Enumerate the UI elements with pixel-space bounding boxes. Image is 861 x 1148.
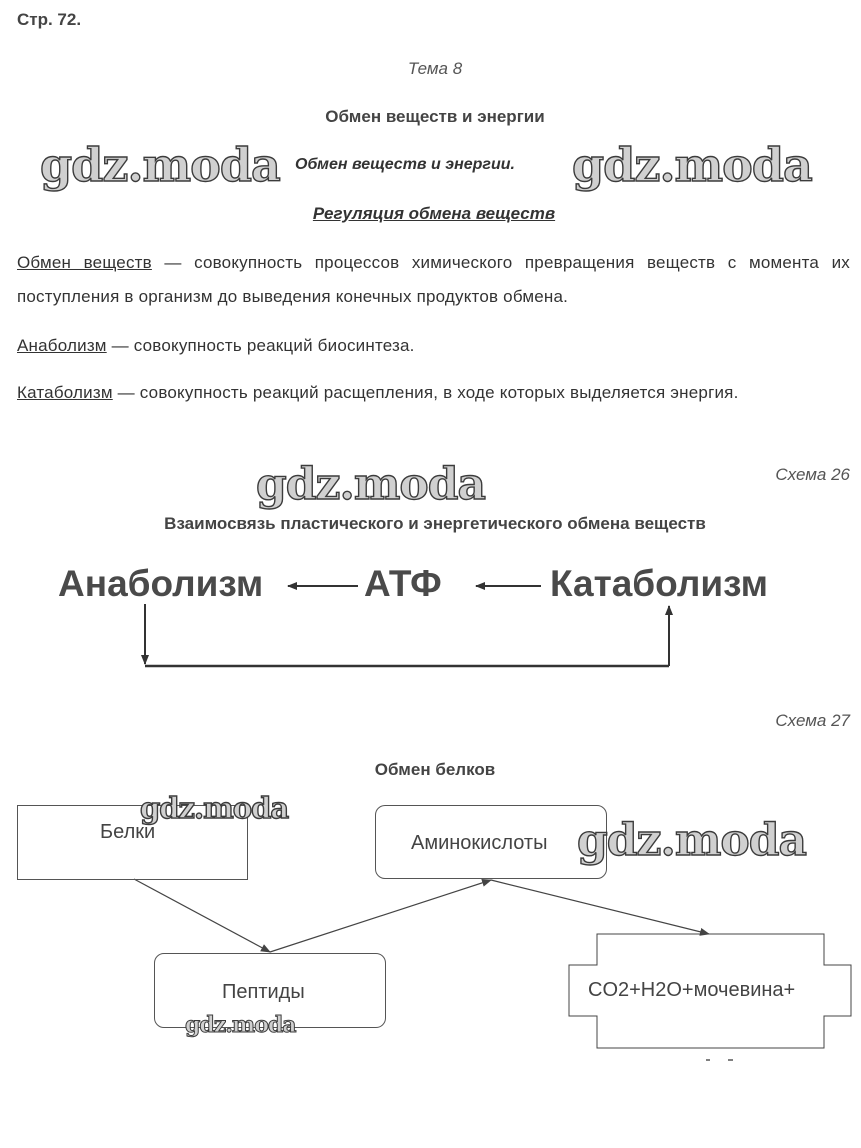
amino-acids-box (375, 805, 607, 879)
peptides-label: Пептиды (222, 981, 305, 1003)
scheme-title: Обмен белков (374, 760, 496, 779)
scheme-label: Схема 27 (775, 711, 850, 730)
catabolism-node: Катаболизм (550, 563, 768, 604)
definition-text: — совокупность реакций расщепления, в ходе которых выделяется энергия. (112, 383, 739, 402)
scheme-label: Схема 26 (775, 465, 850, 484)
chapter-title: Обмен веществ и энергии (325, 107, 545, 126)
watermark-logo: gdz.moda (256, 459, 486, 510)
scheme-title: Взаимосвязь пластического и энергетического обмена веществ (164, 514, 706, 533)
products-label: CO2+H2O+мочевина+ (588, 979, 796, 1001)
arrow-amino-acids-to-products (491, 880, 709, 934)
amino-acids-label: Аминокислоты (411, 832, 548, 854)
page-number: Стр. 72. (17, 10, 82, 29)
arrow-peptides-to-amino-acids (270, 880, 491, 952)
watermark-logo: gdz.moda (572, 138, 812, 192)
definition-term: Анаболизм (17, 336, 107, 355)
watermark-logo: gdz.moda (577, 815, 807, 866)
anabolism-node: Анаболизм (58, 563, 264, 604)
section-subtitle: Обмен веществ и энергии. (295, 156, 515, 173)
proteins-label: Белки (100, 821, 156, 843)
topic-label: Тема 8 (407, 59, 463, 78)
watermark-logo: gdz.moda (140, 791, 289, 825)
definition-term: Обмен веществ (17, 253, 152, 272)
section-heading: Регуляция обмена веществ (312, 204, 556, 223)
definition-term: Катаболизм (17, 383, 113, 402)
watermark-logo: gdz.moda (185, 1012, 296, 1038)
watermark-logo: gdz.moda (40, 138, 280, 192)
definition-text: — совокупность реакций биосинтеза. (106, 336, 415, 355)
arrow-proteins-to-peptides (134, 879, 270, 952)
definition-text: — совокупность процессов химического превращения веществ с момента их поступления в организм до выведения конечных продуктов обмена. (17, 253, 850, 306)
atp-node: АТФ (364, 563, 442, 604)
